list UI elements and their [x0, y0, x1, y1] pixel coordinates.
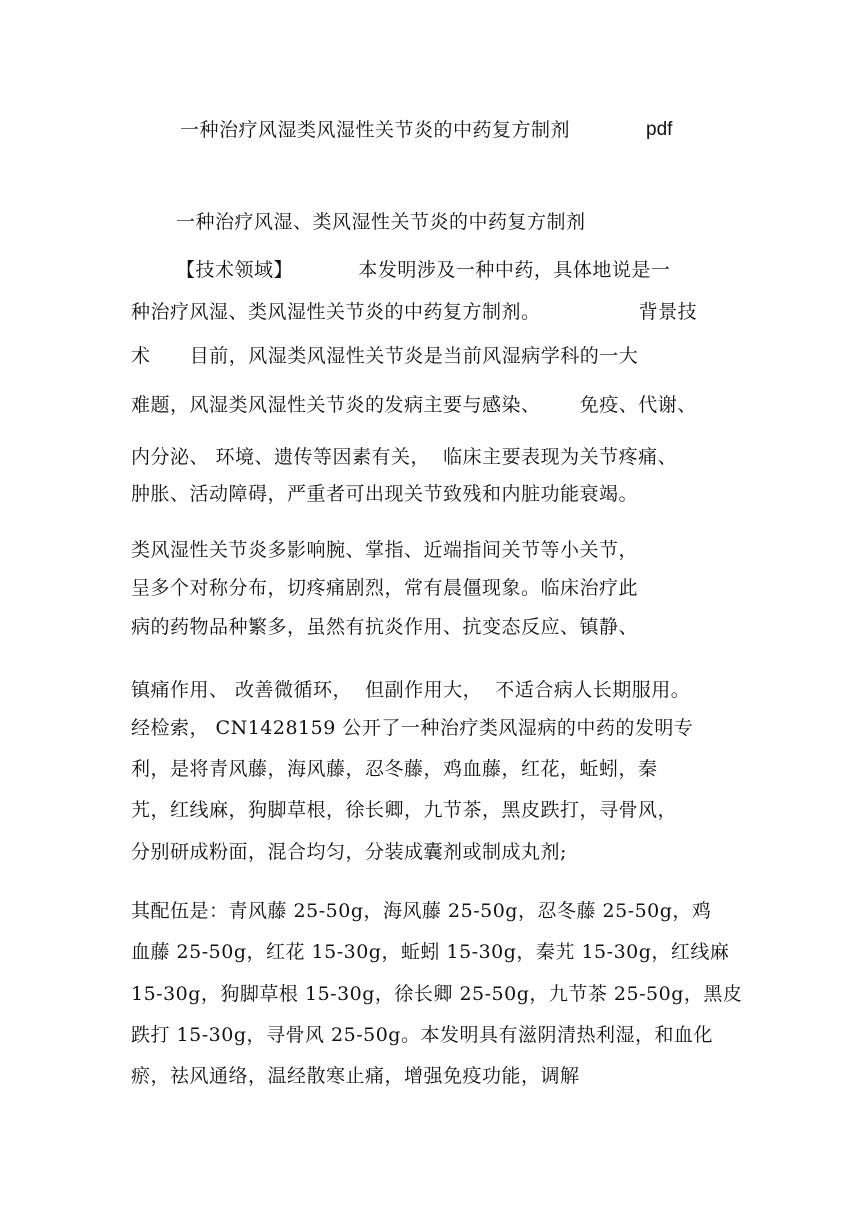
- text-line: 血藤 25-50g，红花 15-30g，蚯蚓 15-30g，秦艽 15-30g，红线麻: [131, 941, 730, 963]
- text-line: 种治疗风湿、类风湿性关节炎的中药复方制剂。 背景技: [131, 301, 698, 323]
- text-line: 呈多个对称分布，切疼痛剧烈，常有晨僵现象。临床治疗此: [131, 577, 639, 599]
- document-title: 一种治疗风湿类风湿性关节炎的中药复方制剂: [180, 119, 571, 141]
- text-line: 内分泌、 环境、遗传等因素有关， 临床主要表现为关节疼痛、: [131, 446, 678, 468]
- text-line: 其配伍是：青风藤 25-50g，海风藤 25-50g，忍冬藤 25-50g，鸡: [131, 900, 712, 922]
- text-line: 经检索， CN1428159 公开了一种治疗类风湿病的中药的发明专: [131, 717, 694, 739]
- text-line: 分别研成粉面，混合均匀，分装成囊剂或制成丸剂;: [131, 841, 567, 863]
- document-title-extension: pdf: [646, 119, 673, 140]
- text-line: 瘀，祛风通络，温经散寒止痛，增强免疫功能，调解: [131, 1065, 580, 1087]
- text-line: 病的药物品种繁多，虽然有抗炎作用、抗变态反应、镇静、: [131, 616, 639, 638]
- text-line: 跌打 15-30g，寻骨风 25-50g。本发明具有滋阴清热利湿，和血化: [131, 1024, 713, 1046]
- text-line: 利，是将青风藤，海风藤，忍冬藤，鸡血藤，红花，蚯蚓，秦: [131, 758, 658, 780]
- text-line: 艽，红线麻，狗脚草根，徐长卿，九节茶，黑皮跌打，寻骨风，: [131, 799, 678, 821]
- text-line: 镇痛作用、 改善微循环， 但副作用大， 不适合病人长期服用。: [131, 679, 691, 701]
- text-line: 术 目前，风湿类风湿性关节炎是当前风湿病学科的一大: [131, 345, 639, 367]
- text-line: 【技术领域】 本发明涉及一种中药，具体地说是一: [176, 259, 671, 281]
- text-line: 一种治疗风湿、类风湿性关节炎的中药复方制剂: [176, 211, 586, 233]
- text-line: 15-30g，狗脚草根 15-30g，徐长卿 25-50g，九节茶 25-50g，黑皮: [131, 983, 743, 1005]
- text-line: 肿胀、活动障碍，严重者可出现关节致残和内脏功能衰竭。: [131, 483, 639, 505]
- text-line: 类风湿性关节炎多影响腕、掌指、近端指间关节等小关节，: [131, 539, 639, 561]
- text-line: 难题，风湿类风湿性关节炎的发病主要与感染、 免疫、代谢、: [131, 394, 697, 416]
